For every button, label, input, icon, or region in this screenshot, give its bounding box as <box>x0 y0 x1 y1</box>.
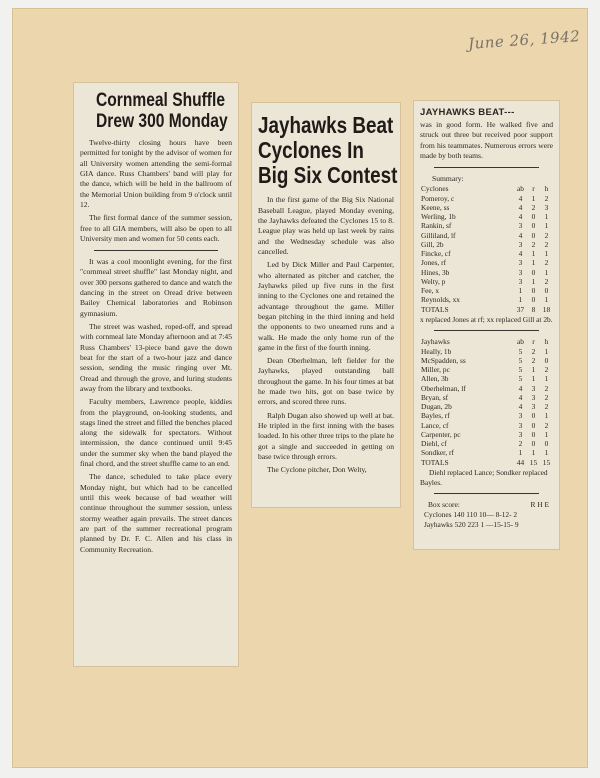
player-name: Lance, cf <box>421 420 449 430</box>
stat-value: 3 <box>531 383 536 393</box>
totals-row <box>420 305 553 314</box>
stat-value: 3 <box>531 392 536 402</box>
table-row <box>420 212 553 221</box>
player-name: Cyclones <box>421 184 449 194</box>
stat-value: 3 <box>518 429 523 439</box>
stat-value: 15 <box>529 457 538 467</box>
stat-value: 2 <box>531 346 536 356</box>
stat-value: 0 <box>531 295 536 305</box>
table-row <box>420 393 553 402</box>
player-name: Allen, 3b <box>421 374 449 384</box>
player-name: Diehl, cf <box>421 439 447 449</box>
stat-value: 1 <box>518 295 523 305</box>
stat-value: 0 <box>531 230 536 240</box>
headline-line: Big Six Contest <box>258 161 398 188</box>
stat-value: 5 <box>518 346 523 356</box>
stat-value: 1 <box>544 221 549 231</box>
player-name: Jayhawks <box>421 337 450 347</box>
table-row <box>420 295 553 304</box>
stat-value: ab <box>517 337 524 347</box>
box-score-line: Jayhawks 520 223 1 —15-15- 9 <box>424 520 519 530</box>
article-paragraph: Faculty members, Lawrence people, kiddies from the playground, on-looking students, and stags lined the street and filled the benches placed along the sidewalk for spectators. Without intermission, the dance continued until 9:45 under the summer sky when the band played the final chord, and the street shuffle came to an end. <box>80 397 232 469</box>
table-row <box>420 421 553 430</box>
stat-value: 1 <box>544 267 549 277</box>
article-paragraph: Dean Oberhelman, left fielder for the Jayhawks, played outstanding ball throughout the game. In his four times at bat he made two hits, got on base twice by errors, and scored three runs. <box>258 356 394 407</box>
stat-value: 4 <box>518 402 523 412</box>
stat-value: 44 <box>516 457 525 467</box>
headline-line: Cornmeal Shuffle <box>96 90 225 111</box>
player-name: Pomeroy, c <box>421 193 455 203</box>
stat-value: 1 <box>544 212 549 221</box>
player-name: Werling, 1b <box>421 212 456 221</box>
stat-value: 3 <box>544 202 549 212</box>
stat-value: 3 <box>518 276 523 286</box>
table-row <box>420 347 553 356</box>
stat-value: r <box>532 184 535 194</box>
divider <box>434 167 539 168</box>
table-row <box>420 240 553 249</box>
article-headline <box>258 112 398 188</box>
article-headline <box>96 90 228 132</box>
stat-value: 2 <box>544 420 549 430</box>
table-header-row <box>420 184 553 193</box>
article-paragraph: Ralph Dugan also showed up well at bat. He tripled in the first inning with the bases loaded. In his other three trips to the plate he got a single and succeeded in getting on base twice through errors. <box>258 410 394 461</box>
stat-value: 2 <box>544 365 549 375</box>
headline-line: Cyclones In <box>258 136 364 163</box>
stat-value: 0 <box>531 439 536 449</box>
stat-value: 3 <box>518 420 523 430</box>
headline-line: Drew 300 Monday <box>96 110 228 132</box>
stat-value: 0 <box>531 411 536 421</box>
stat-value: 1 <box>544 346 549 356</box>
table-row <box>420 286 553 295</box>
stat-value: 15 <box>542 457 551 467</box>
substitution-note: Diehl replaced Lance; Sondker replaced Bayles. <box>420 467 548 487</box>
handwritten-date: June 26, 1942 <box>467 27 581 53</box>
stat-value: h <box>544 337 549 347</box>
table-row <box>420 194 553 203</box>
stat-value: 2 <box>544 258 549 268</box>
player-name: Hines, 3b <box>421 267 450 277</box>
stat-value: 1 <box>544 411 549 421</box>
stat-value: 2 <box>531 355 536 365</box>
stat-value: 0 <box>531 429 536 439</box>
stat-value: 1 <box>531 374 536 384</box>
stat-value: 3 <box>518 267 523 277</box>
table-row <box>420 374 553 383</box>
table-row <box>420 221 553 230</box>
player-name: Keene, ss <box>421 202 450 212</box>
clipping-jayhawks-beat-cyclones <box>252 103 400 507</box>
summary-label: Summary: <box>432 174 464 184</box>
stat-value: 0 <box>531 267 536 277</box>
stat-value: 2 <box>518 439 523 449</box>
stat-value: ab <box>517 184 524 194</box>
article-paragraph: was in good form. He walked five and struck out three but received poor support from his teammates. Numerous errors were made by both teams. <box>420 120 553 160</box>
stat-value: 4 <box>518 202 523 212</box>
stat-value: 37 <box>516 304 525 314</box>
table-row <box>420 411 553 420</box>
player-name: Sondker, rf <box>421 448 454 458</box>
stat-value: 1 <box>544 374 549 384</box>
box-score-label: Box score: <box>428 500 460 510</box>
table-row <box>420 249 553 258</box>
table-row <box>420 203 553 212</box>
stat-value: 1 <box>544 249 549 258</box>
player-name: Jones, rf <box>421 258 447 268</box>
scrapbook-page <box>12 8 588 768</box>
stat-value: 0 <box>531 212 536 221</box>
clipping-box-score <box>414 101 559 549</box>
stat-value: 1 <box>531 258 536 268</box>
stat-value: 3 <box>518 239 523 249</box>
player-name: Rankin, sf <box>421 221 452 231</box>
player-name: Fincke, cf <box>421 249 451 258</box>
stat-value: 5 <box>518 365 523 375</box>
player-name: Oberhelman, lf <box>421 383 466 393</box>
stat-value: 3 <box>518 258 523 268</box>
stat-value: 0 <box>531 221 536 231</box>
stat-value: 1 <box>544 429 549 439</box>
substitution-note: x replaced Jones at rf; xx replaced Gill at 2b. <box>420 314 553 324</box>
player-name: Bryan, sf <box>421 392 449 402</box>
player-name: Reynolds, xx <box>421 295 461 305</box>
stat-value: r <box>532 337 535 347</box>
article-paragraph: The dance, scheduled to take place every Monday night, but which had to be cancelled until this week because of bad weather will continue throughout the summer session, unless stormy weather again prevails. The street dances are part of the summer recreational program planned by Dr. F. C. Allen and his class in Community Recreation. <box>80 472 232 554</box>
player-name: Gill, 2b <box>421 239 444 249</box>
table-row <box>420 268 553 277</box>
article-paragraph: The Cyclone pitcher, Don Welty, <box>267 465 367 475</box>
stat-value: 18 <box>542 304 551 314</box>
stat-value: h <box>544 184 549 194</box>
player-name: Welty, p <box>421 276 446 286</box>
stat-value: 4 <box>518 383 523 393</box>
box-score-header: R H E <box>530 500 549 510</box>
stat-value: 2 <box>544 230 549 240</box>
stat-value: 3 <box>518 221 523 231</box>
table-row <box>420 365 553 374</box>
table-row <box>420 430 553 439</box>
player-name: TOTALS <box>421 457 449 467</box>
stat-value: 2 <box>544 383 549 393</box>
stat-value: 3 <box>518 411 523 421</box>
stat-value: 5 <box>518 355 523 365</box>
table-row <box>420 258 553 267</box>
headline-line: Jayhawks Beat <box>258 112 394 138</box>
stat-value: 1 <box>531 249 536 258</box>
stat-value: 8 <box>531 304 536 314</box>
stat-value: 2 <box>544 239 549 249</box>
table-row <box>420 439 553 448</box>
stat-value: 1 <box>531 276 536 286</box>
article-paragraph: It was a cool moonlight evening, for the first "cornmeal street shuffle" last Monday night, and over 300 persons gathered to dance and watch the dancing in the street on Oread drive between Bailey Chemical laboratories and Robinson gymnasium. <box>80 257 232 318</box>
stat-value: 1 <box>544 448 549 458</box>
divider <box>434 493 539 494</box>
box-score <box>420 500 553 530</box>
stat-value: 5 <box>518 374 523 384</box>
player-name: Fee, x <box>421 286 440 295</box>
player-name: Bayles, rf <box>421 411 450 421</box>
table-row <box>420 448 553 457</box>
stat-value: 2 <box>531 202 536 212</box>
table-row <box>420 384 553 393</box>
player-name: Gilliland, lf <box>421 230 456 240</box>
stat-value: 1 <box>531 448 536 458</box>
stat-value: 2 <box>544 276 549 286</box>
stat-value: 4 <box>518 249 523 258</box>
stat-value: 0 <box>531 286 536 295</box>
stat-value: 2 <box>544 402 549 412</box>
box-score-line: Cyclones 140 110 10— 8-12- 2 <box>424 510 518 520</box>
divider <box>94 250 218 251</box>
player-name: Miller, pc <box>421 365 450 375</box>
stat-value: 1 <box>531 193 536 203</box>
divider <box>434 330 539 331</box>
kicker-heading: JAYHAWKS BEAT--- <box>420 107 515 118</box>
stat-value: 2 <box>531 239 536 249</box>
player-name: Heally, 1b <box>421 346 452 356</box>
player-name: McSpadden, ss <box>421 355 466 365</box>
stat-value: 1 <box>544 295 549 305</box>
stat-value: 0 <box>544 439 549 449</box>
stat-value: 3 <box>531 402 536 412</box>
stat-value: 1 <box>518 448 523 458</box>
jayhawks-stats-table <box>420 337 553 467</box>
table-row <box>420 356 553 365</box>
cyclones-stats-table <box>420 184 553 314</box>
stat-value: 0 <box>544 355 549 365</box>
stat-value: 4 <box>518 392 523 402</box>
clipping-cornmeal-shuffle <box>74 83 238 666</box>
totals-row <box>420 458 553 467</box>
article-paragraph: The street was washed, roped-off, and spread with cornmeal late Monday afternoon and at 7:45 Russ Chambers' 13-piece band gave the down beat for the start of a two-hour jazz and dance session, sending the music ringing over Mt. Oread and through the grove, and luring students away from the library and textbooks. <box>80 322 232 393</box>
stat-value: 1 <box>518 286 523 295</box>
table-row <box>420 231 553 240</box>
stat-value: 0 <box>531 420 536 430</box>
table-row <box>420 277 553 286</box>
article-paragraph: In the first game of the Big Six National Baseball League, played Monday evening, the Jayhawks defeated the Cyclones 15 to 8. League play was held up last week by rains and the Wednesday schedule was also cancelled. <box>258 195 394 257</box>
table-row <box>420 402 553 411</box>
player-name: Dugan, 2b <box>421 402 452 412</box>
stat-value: 2 <box>544 392 549 402</box>
article-paragraph: Twelve-thirty closing hours have been permitted for tonight by the advisor of women for all University women attending the semi-formal GIA dance. Russ Chambers' band will play for the dance, which will be held in the ballroom of the Memorial Union building from 9 o'clock until 12. <box>80 138 232 209</box>
stat-value: 4 <box>518 212 523 221</box>
table-header-row <box>420 337 553 346</box>
player-name: Carpenter, pc <box>421 429 461 439</box>
article-paragraph: The first formal dance of the summer session, free to all GIA members, will also be open to all University men and women for 50 cents each. <box>80 213 232 243</box>
stat-value: 2 <box>544 193 549 203</box>
article-paragraph: Led by Dick Miller and Paul Carpenter, who alternated as pitcher and catcher, the Jayhawks piled up five runs in the first inning to the Cyclones one and retained the advantage throughout the game. Miller began pitching in the third inning and held the opponents to two unearned runs and a walk. He made the only home run of the game in the first of the fourth inning. <box>258 260 394 352</box>
stat-value: 4 <box>518 230 523 240</box>
player-name: TOTALS <box>421 304 449 314</box>
stat-value: 0 <box>544 286 549 295</box>
stat-value: 4 <box>518 193 523 203</box>
stat-value: 1 <box>531 365 536 375</box>
